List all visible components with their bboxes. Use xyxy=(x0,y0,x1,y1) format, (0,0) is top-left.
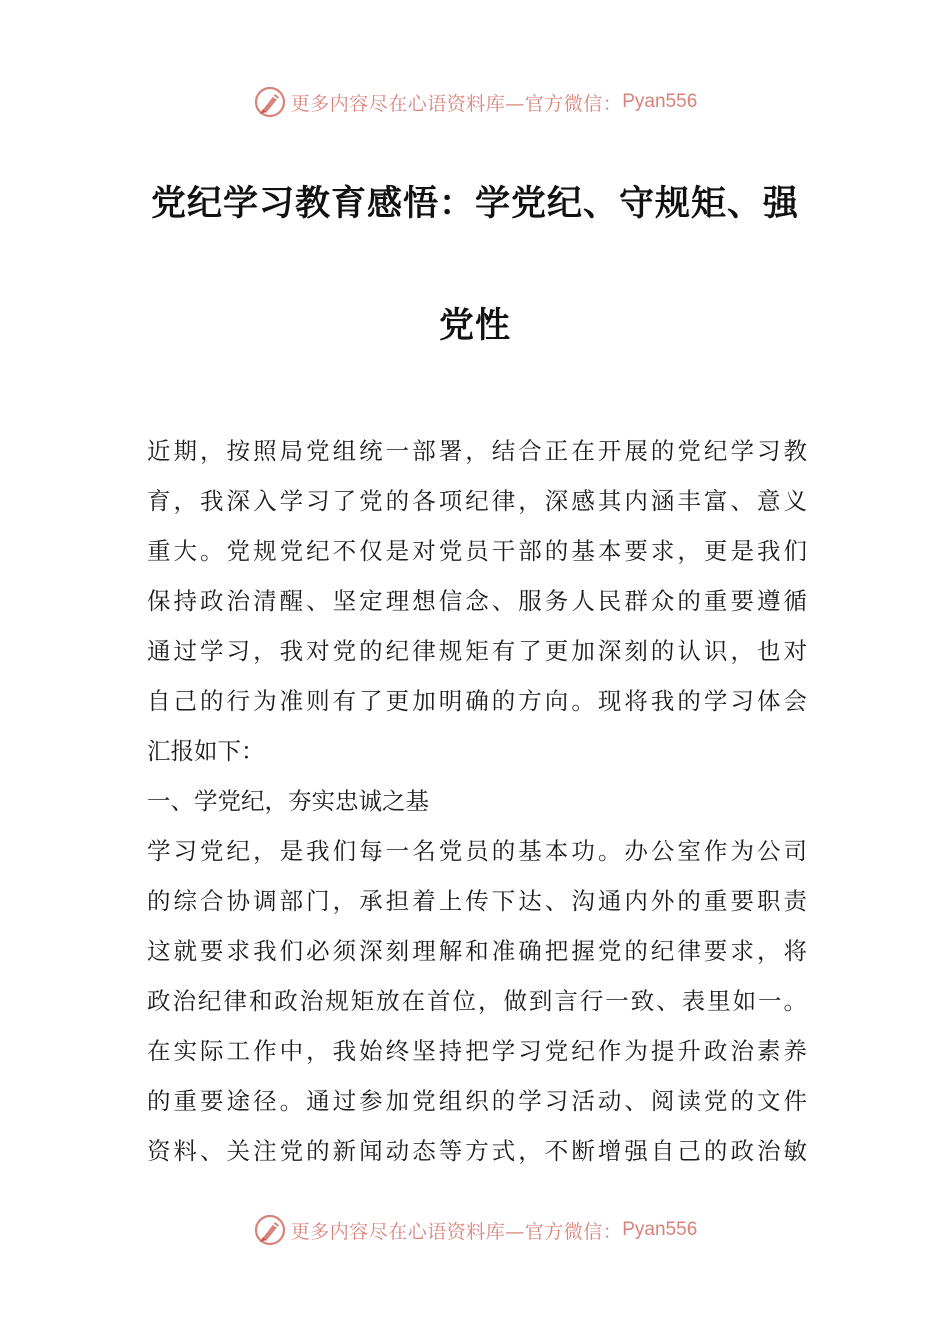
body-line: 的重要途径。通过参加党组织的学习活动、阅读党的文件 xyxy=(147,1087,807,1115)
body-line: 近期，按照局党组统一部署，结合正在开展的党纪学习教 xyxy=(147,437,807,465)
document-title-line-2: 党性 xyxy=(438,306,511,346)
watermark-banner-bottom xyxy=(0,1210,950,1250)
body-line: 这就要求我们必须深刻理解和准确把握党的纪律要求，将 xyxy=(147,937,807,965)
watermark-text: 更多内容尽在心语资料库—官方微信： xyxy=(290,92,623,115)
body-line: 汇报如下： xyxy=(147,737,265,765)
watermark-text: 更多内容尽在心语资料库—官方微信： xyxy=(290,1220,623,1243)
body-line: 保持政治清醒、坚定理想信念、服务人民群众的重要遵循 xyxy=(147,587,807,615)
pen-nib-logo-icon xyxy=(253,85,287,119)
body-line: 自己的行为准则有了更加明确的方向。现将我的学习体会 xyxy=(147,687,807,715)
document-title-line-1: 党纪学习教育感悟：学党纪、守规矩、强 xyxy=(150,184,799,224)
watermark-wechat-id: Pyan556 xyxy=(622,91,698,112)
body-line: 在实际工作中，我始终坚持把学习党纪作为提升政治素养 xyxy=(147,1037,807,1065)
body-line: 育，我深入学习了党的各项纪律，深感其内涵丰富、意义 xyxy=(147,487,807,515)
body-line: 政治纪律和政治规矩放在首位，做到言行一致、表里如一。 xyxy=(147,987,807,1015)
pen-nib-logo-icon xyxy=(253,1213,287,1247)
body-line: 通过学习，我对党的纪律规矩有了更加深刻的认识，也对 xyxy=(147,637,807,665)
body-line: 的综合协调部门，承担着上传下达、沟通内外的重要职责 xyxy=(147,887,807,915)
document-body xyxy=(147,426,807,1176)
watermark-wechat-id: Pyan556 xyxy=(622,1219,698,1240)
body-line: 资料、关注党的新闻动态等方式，不断增强自己的政治敏 xyxy=(147,1137,807,1165)
body-line: 学习党纪，是我们每一名党员的基本功。办公室作为公司 xyxy=(147,837,807,865)
section-heading: 一、学党纪，夯实忠诚之基 xyxy=(147,787,429,815)
watermark-banner-top xyxy=(0,82,950,122)
body-line: 重大。党规党纪不仅是对党员干部的基本要求，更是我们 xyxy=(147,537,807,565)
